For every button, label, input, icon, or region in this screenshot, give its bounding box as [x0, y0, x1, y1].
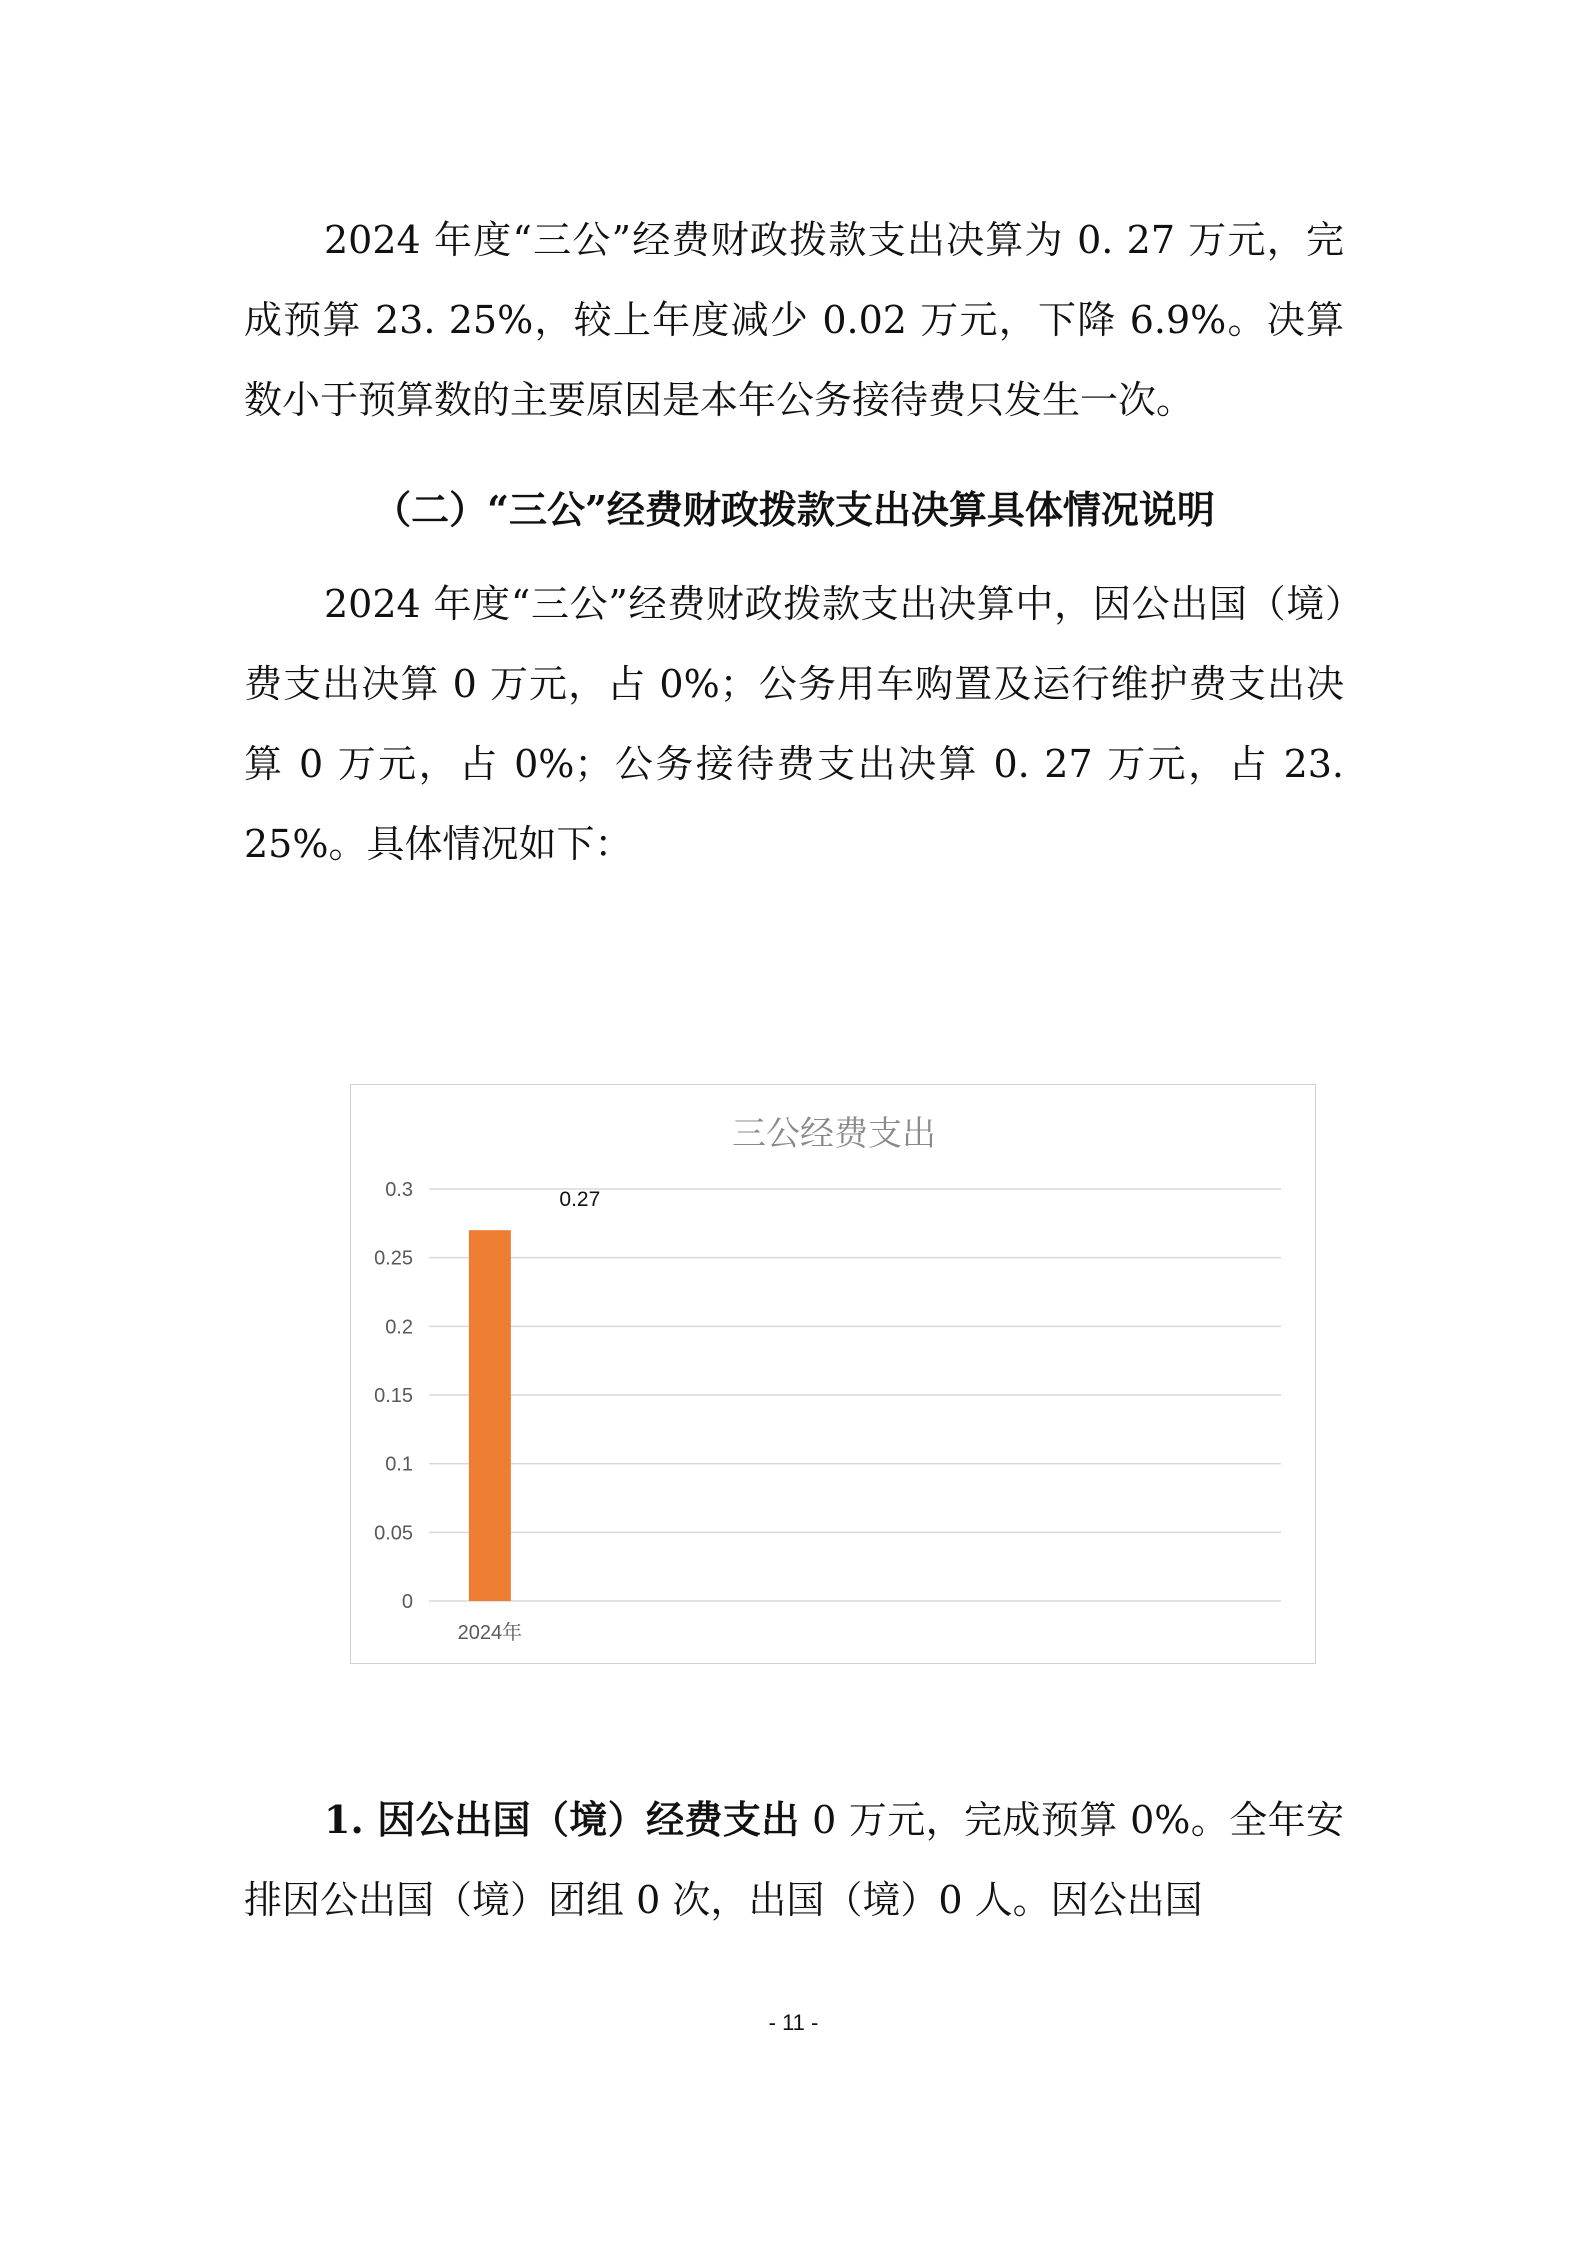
paragraph-detail-breakdown: 2024 年度“三公”经费财政拨款支出决算中，因公出国（境）费支出决算 0 万元，占 0%；公务用车购置及运行维护费支出决算 0 万元，占 0%；公务接待费支出决算 0. 27 万元，占 23. 25%。具体情况如下： [244, 582, 1344, 866]
item-1-text: 0 万元，完成预算 0%。全年安排因公出国（境）团组 0 次，出国（境）0 人。因公出国 [244, 1798, 1344, 1922]
bar-chart [350, 1084, 1316, 1664]
item-1-lead: 1. 因公出国（境）经费支出 [324, 1797, 800, 1842]
data-label: 0.27 [559, 1188, 601, 1212]
y-tick-label: 0 [401, 1591, 413, 1613]
bar-2024年 [469, 1230, 511, 1601]
paragraph-final-accounts-summary: 2024 年度“三公”经费财政拨款支出决算为 0. 27 万元，完成预算 23. 25%，较上年度减少 0.02 万元，下降 6.9%。决算数小于预算数的主要原因是本年公务接待费只发生一次。 [244, 218, 1344, 422]
y-tick-label: 0.2 [385, 1316, 413, 1339]
chart-svg [351, 1085, 1317, 1665]
y-tick-label: 0.25 [374, 1247, 413, 1270]
chart-title: 三公经费支出 [732, 1115, 936, 1153]
section-heading: （二）“三公”经费财政拨款支出决算具体情况说明 [373, 487, 1215, 532]
x-tick-label: 2024年 [457, 1622, 523, 1644]
paragraph-overseas-travel [244, 1780, 1344, 1940]
y-tick-label: 0.1 [385, 1453, 413, 1476]
y-tick-label: 0.15 [374, 1385, 413, 1407]
y-tick-label: 0.05 [374, 1522, 413, 1545]
y-tick-label: 0.3 [385, 1179, 413, 1201]
page-number: - 11 - [768, 2010, 819, 2035]
